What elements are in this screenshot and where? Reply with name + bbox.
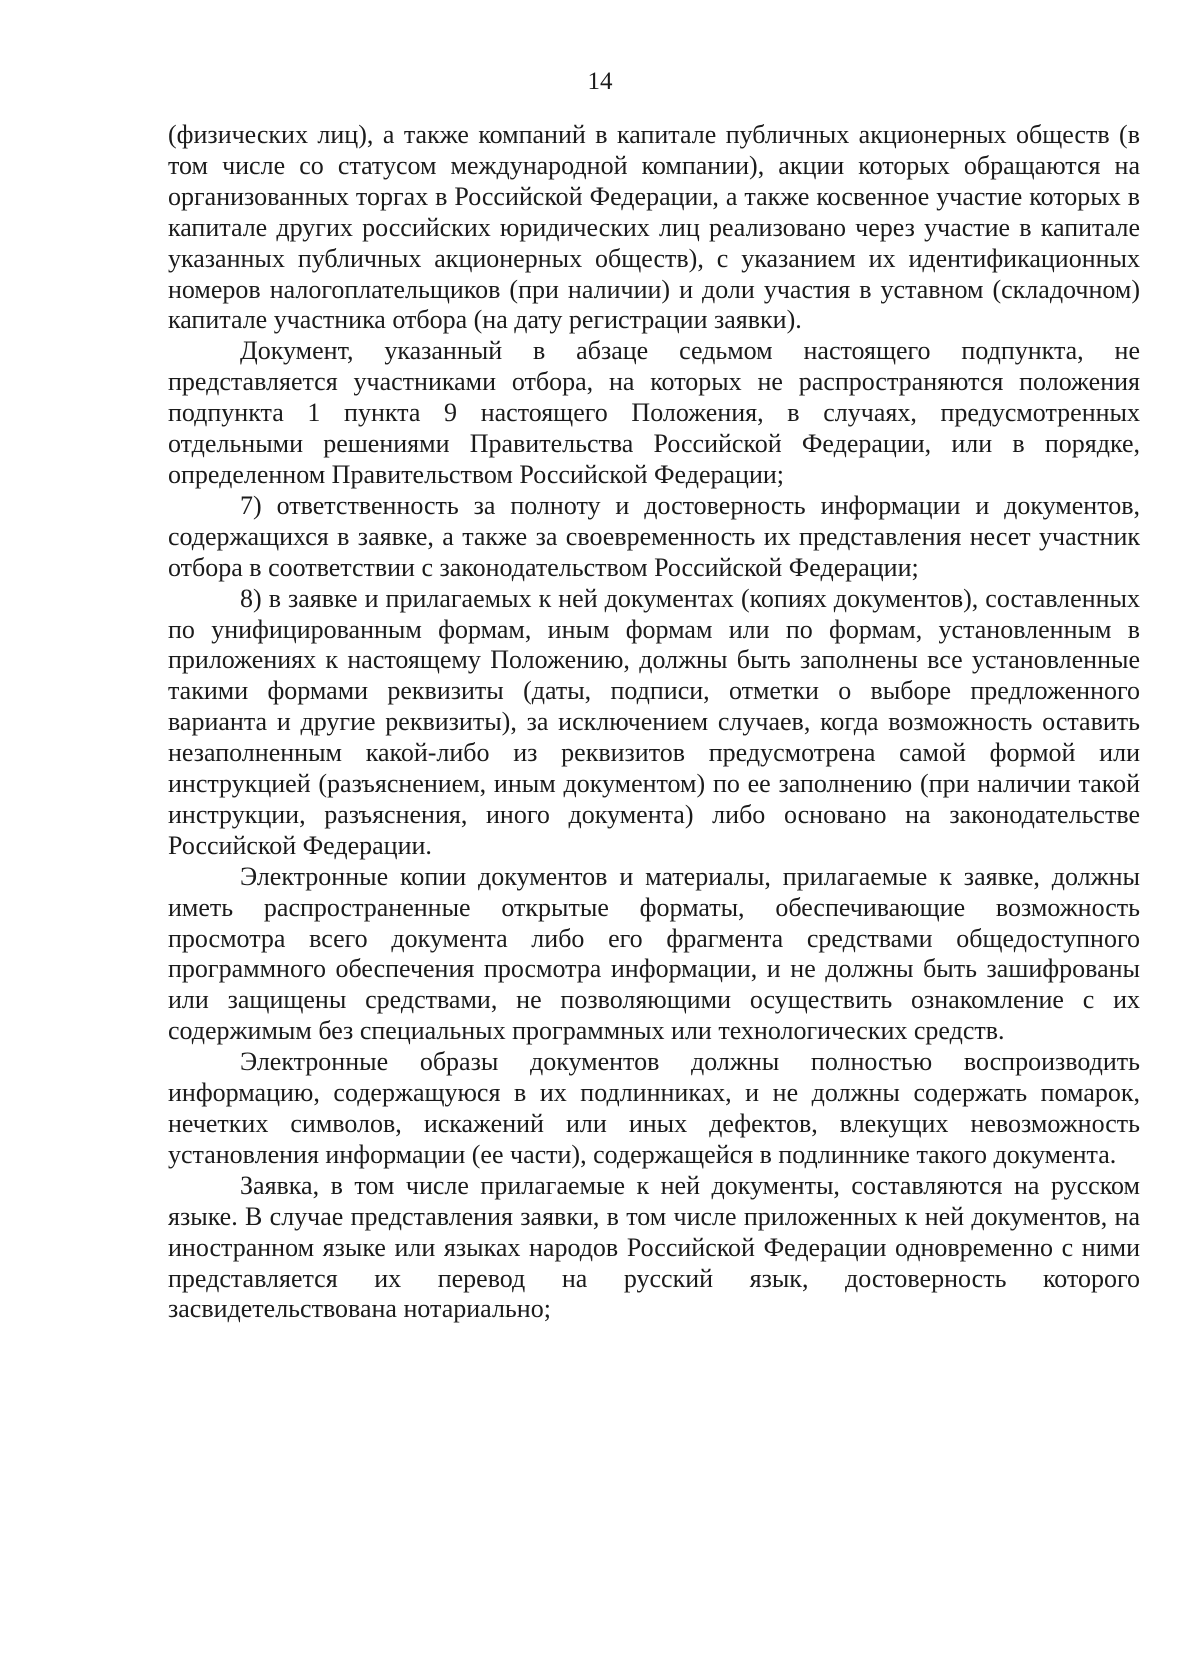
paragraph: Электронные образы документов должны полностью воспроизводить информацию, содержащуюся в их подлинниках, и не должны содержать помарок, нечетких символов, искажений или иных дефектов, влекущих невозможность установления информации (ее части), содержащейся в подлиннике такого документа. [168, 1047, 1140, 1169]
paragraph: Электронные копии документов и материалы, прилагаемые к заявке, должны иметь распространенные открытые форматы, обеспечивающие возможность просмотра всего документа либо его фрагмента средствами общедоступного программного обеспечения просмотра информации, и не должны быть зашифрованы или защищены средствами, не позволяющими осуществить ознакомление с их содержимым без специальных программных или технологических средств. [168, 861, 1140, 1046]
paragraph: Документ, указанный в абзаце седьмом настоящего подпункта, не представляется участниками отбора, на которых не распространяются положения подпункта 1 пункта 9 настоящего Положения, в случаях, предусмотренных отдельными решениями Правительства Российской Федерации, или в порядке, определенном Правительством Российской Федерации; [168, 336, 1140, 489]
paragraph: 7) ответственность за полноту и достоверность информации и документов, содержащихся в заявке, а также за своевременность их представления несет участник отбора в соответствии с законодательством Российской Федерации; [168, 490, 1140, 582]
paragraph: Заявка, в том числе прилагаемые к ней документы, составляются на русском языке. В случае представления заявки, в том числе приложенных к ней документов, на иностранном языке или языках народов Российской Федерации одновременно с ними представляется их перевод на русский язык, достоверность которого засвидетельствована нотариально; [168, 1170, 1140, 1324]
paragraph: (физических лиц), а также компаний в капитале публичных акционерных обществ (в том числе со статусом международной компании), акции которых обращаются на организованных торгах в Российской Федерации, а также косвенное участие которых в капитале других российских юридических лиц реализовано через участие в капитале указанных публичных акционерных обществ), с указанием их идентификационных номеров налогоплательщиков (при наличии) и доли участия в уставном (складочном) капитале участника отбора (на дату регистрации заявки). [168, 120, 1140, 335]
page-number: 14 [587, 68, 613, 95]
document-body [168, 120, 1140, 1325]
paragraph: 8) в заявке и прилагаемых к ней документах (копиях документов), составленных по унифицированным формам, иным формам или по формам, установленным в приложениях к настоящему Положению, должны быть заполнены все установленные такими формами реквизиты (даты, подписи, отметки о выборе предложенного варианта и другие реквизиты), за исключением случаев, когда возможность оставить незаполненным какой-либо из реквизитов предусмотрена самой формой или инструкцией (разъяснением, иным документом) по ее заполнению (при наличии такой инструкции, разъяснения, иного документа) либо основано на законодательстве Российской Федерации. [168, 583, 1140, 860]
